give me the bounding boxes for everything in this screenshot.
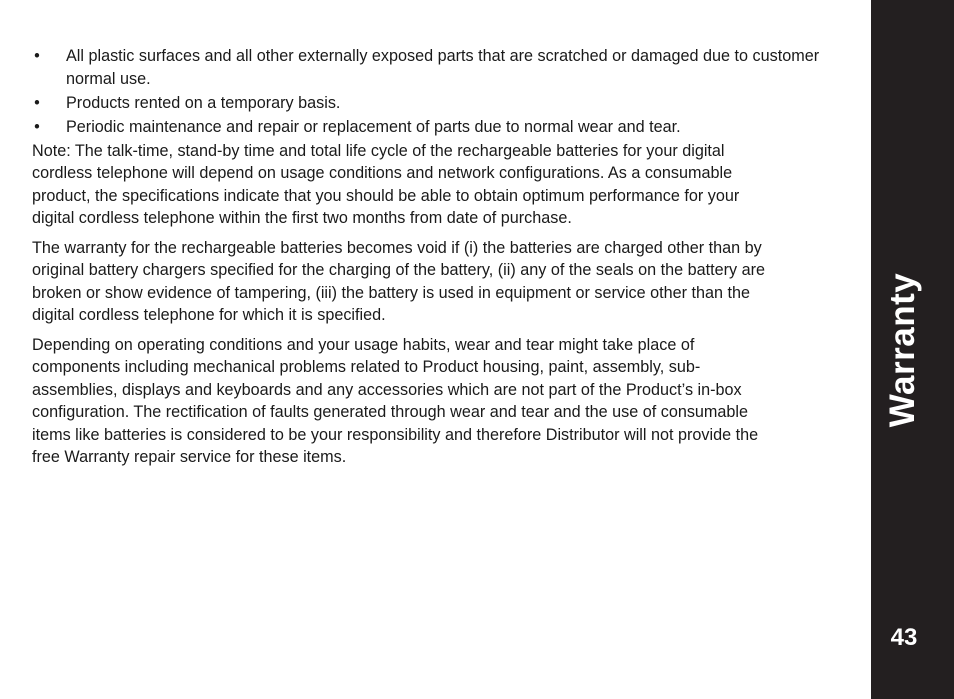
exclusion-list xyxy=(32,45,852,138)
bullet-icon: • xyxy=(34,47,40,65)
bullet-icon: • xyxy=(34,93,40,112)
battery-life-note: Note: The talk-time, stand-by time and total life cycle of the rechargeable batteries for your digital cordless telephone will depend on usage conditions and network configurations. As a consumable product, the specifications indicate that you should be able to obtain optimum performance for your digital cordless telephone within the first two months from date of purchase. xyxy=(32,141,740,227)
page-number: 43 xyxy=(890,624,918,651)
bullet-icon: • xyxy=(34,117,40,136)
wear-and-tear-paragraph: Depending on operating conditions and your usage habits, wear and tear might take place of components including mechanical problems related to Product housing, paint, assembly, sub-assemblies, displays and keyboards and any accessories which are not part of the Product’s in-box configuration. The rectification of faults generated through wear and tear and the use of consumable items like batteries is considered to be your responsibility and therefore Distributor will not provide the free Warranty repair service for these items. xyxy=(32,335,759,466)
list-item xyxy=(32,116,852,139)
section-title: Warranty xyxy=(883,272,922,428)
list-item-text: Periodic maintenance and repair or replacement of parts due to normal wear and tear. xyxy=(66,117,681,136)
list-item-text: Products rented on a temporary basis. xyxy=(66,93,341,112)
battery-warranty-void-paragraph: The warranty for the rechargeable batteries becomes void if (i) the batteries are charged other than by original battery chargers specified for the charging of the battery, (ii) any of the seals on the battery are broken or show evidence of tampering, (iii) the battery is used in equipment or service other than the digital cordless telephone for which it is specified. xyxy=(32,238,766,324)
list-item-text: All plastic surfaces and all other externally exposed parts that are scratched or damaged due to customer normal use. xyxy=(66,47,820,88)
list-item xyxy=(32,92,852,115)
page-body xyxy=(32,45,852,476)
list-item xyxy=(32,45,852,90)
